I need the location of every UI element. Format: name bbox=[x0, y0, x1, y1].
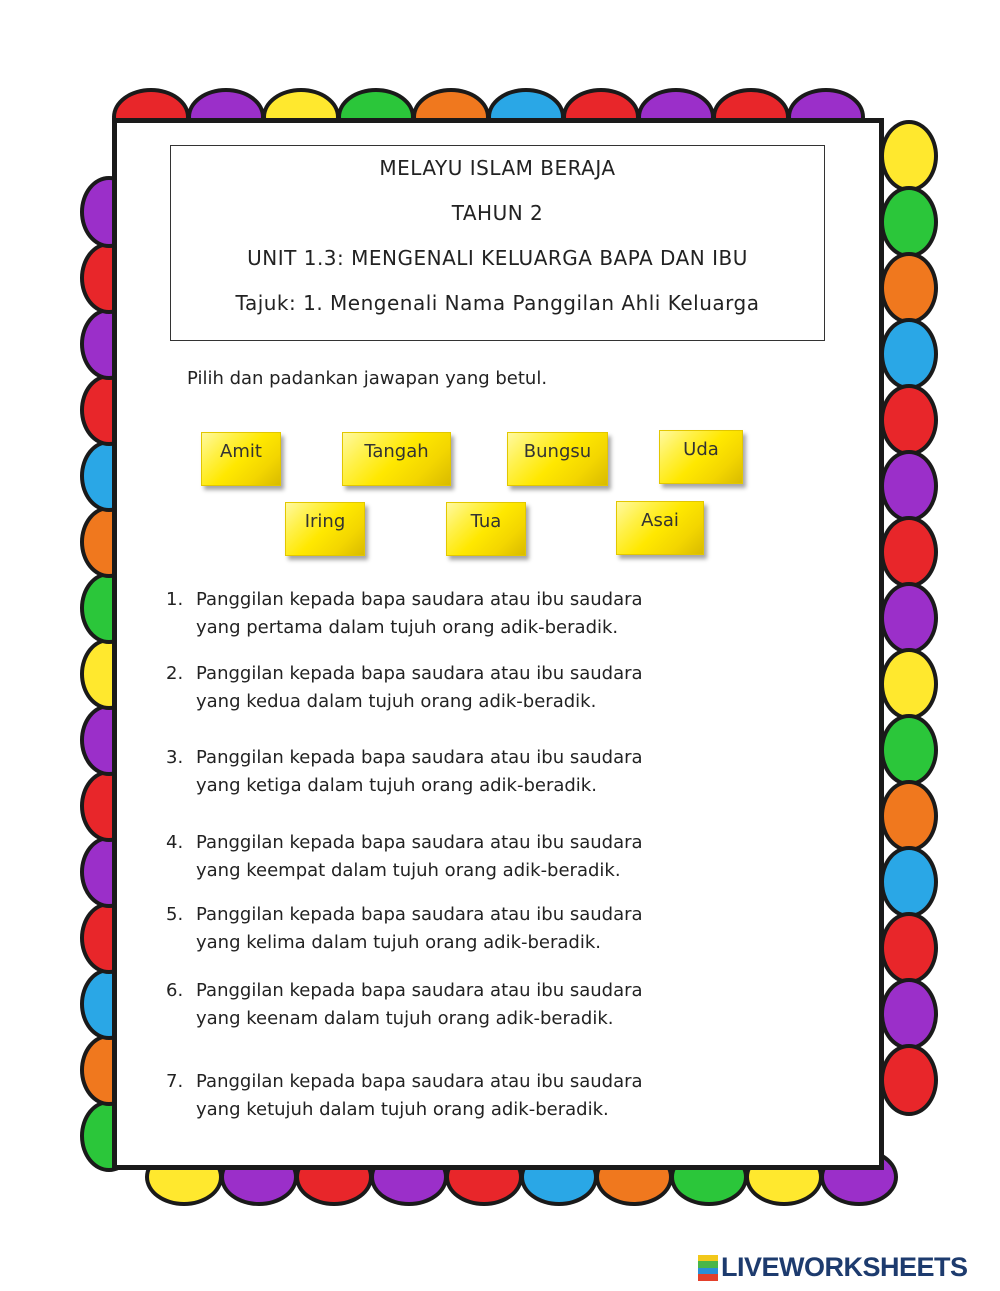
title-box bbox=[170, 145, 825, 341]
border-scallop bbox=[880, 912, 938, 984]
border-scallop bbox=[880, 846, 938, 918]
question-line-1: Panggilan kepada bapa saudara atau ibu saudara bbox=[196, 589, 643, 610]
question-line-1: Panggilan kepada bapa saudara atau ibu saudara bbox=[196, 980, 643, 1001]
topic-title: Tajuk: 1. Mengenali Nama Panggilan Ahli Keluarga bbox=[235, 291, 760, 315]
border-scallop bbox=[880, 1044, 938, 1116]
border-scallop bbox=[880, 252, 938, 324]
border-scallop bbox=[880, 450, 938, 522]
question-item bbox=[166, 586, 643, 642]
question-number: 2. bbox=[166, 663, 184, 684]
border-scallop bbox=[880, 978, 938, 1050]
logo-mark-icon bbox=[698, 1255, 718, 1281]
border-scallop bbox=[880, 780, 938, 852]
question-item bbox=[166, 977, 643, 1033]
border-scallop bbox=[880, 648, 938, 720]
answer-chip-tua[interactable]: Tua bbox=[446, 502, 526, 556]
question-line-1: Panggilan kepada bapa saudara atau ibu saudara bbox=[196, 904, 643, 925]
question-line-2: yang keenam dalam tujuh orang adik-beradik. bbox=[196, 1008, 614, 1029]
question-line-2: yang ketiga dalam tujuh orang adik-beradik. bbox=[196, 775, 597, 796]
border-scallop bbox=[880, 516, 938, 588]
question-number: 7. bbox=[166, 1071, 184, 1092]
liveworksheets-logo[interactable] bbox=[698, 1252, 968, 1283]
answer-chip-asai[interactable]: Asai bbox=[616, 501, 704, 555]
question-line-1: Panggilan kepada bapa saudara atau ibu saudara bbox=[196, 663, 643, 684]
question-item bbox=[166, 829, 643, 885]
border-scallop bbox=[880, 384, 938, 456]
question-number: 5. bbox=[166, 904, 184, 925]
question-line-2: yang ketujuh dalam tujuh orang adik-beradik. bbox=[196, 1099, 609, 1120]
question-line-1: Panggilan kepada bapa saudara atau ibu saudara bbox=[196, 832, 643, 853]
unit-title: UNIT 1.3: MENGENALI KELUARGA BAPA DAN IBU bbox=[247, 246, 748, 270]
question-number: 3. bbox=[166, 747, 184, 768]
question-line-2: yang keempat dalam tujuh orang adik-beradik. bbox=[196, 860, 621, 881]
question-item bbox=[166, 901, 643, 957]
instruction-text: Pilih dan padankan jawapan yang betul. bbox=[187, 368, 548, 389]
question-number: 4. bbox=[166, 832, 184, 853]
border-scallop bbox=[880, 318, 938, 390]
question-number: 6. bbox=[166, 980, 184, 1001]
question-item bbox=[166, 1068, 643, 1124]
question-line-2: yang kelima dalam tujuh orang adik-beradik. bbox=[196, 932, 602, 953]
answer-chip-amit[interactable]: Amit bbox=[201, 432, 281, 486]
subject-title: MELAYU ISLAM BERAJA bbox=[379, 156, 616, 180]
border-scallop bbox=[880, 120, 938, 192]
answer-chip-bungsu[interactable]: Bungsu bbox=[507, 432, 608, 486]
border-scallop bbox=[880, 582, 938, 654]
question-line-2: yang kedua dalam tujuh orang adik-beradik. bbox=[196, 691, 597, 712]
year-title: TAHUN 2 bbox=[451, 201, 544, 225]
question-line-2: yang pertama dalam tujuh orang adik-beradik. bbox=[196, 617, 619, 638]
border-scallop bbox=[880, 714, 938, 786]
question-number: 1. bbox=[166, 589, 184, 610]
answer-chip-iring[interactable]: Iring bbox=[285, 502, 365, 556]
logo-stripe bbox=[698, 1274, 718, 1281]
answer-chip-uda[interactable]: Uda bbox=[659, 430, 743, 484]
logo-text: LIVEWORKSHEETS bbox=[721, 1252, 968, 1282]
question-item bbox=[166, 744, 643, 800]
question-line-1: Panggilan kepada bapa saudara atau ibu saudara bbox=[196, 747, 643, 768]
question-item bbox=[166, 660, 643, 716]
border-scallop bbox=[880, 186, 938, 258]
answer-chip-tangah[interactable]: Tangah bbox=[342, 432, 451, 486]
question-line-1: Panggilan kepada bapa saudara atau ibu saudara bbox=[196, 1071, 643, 1092]
